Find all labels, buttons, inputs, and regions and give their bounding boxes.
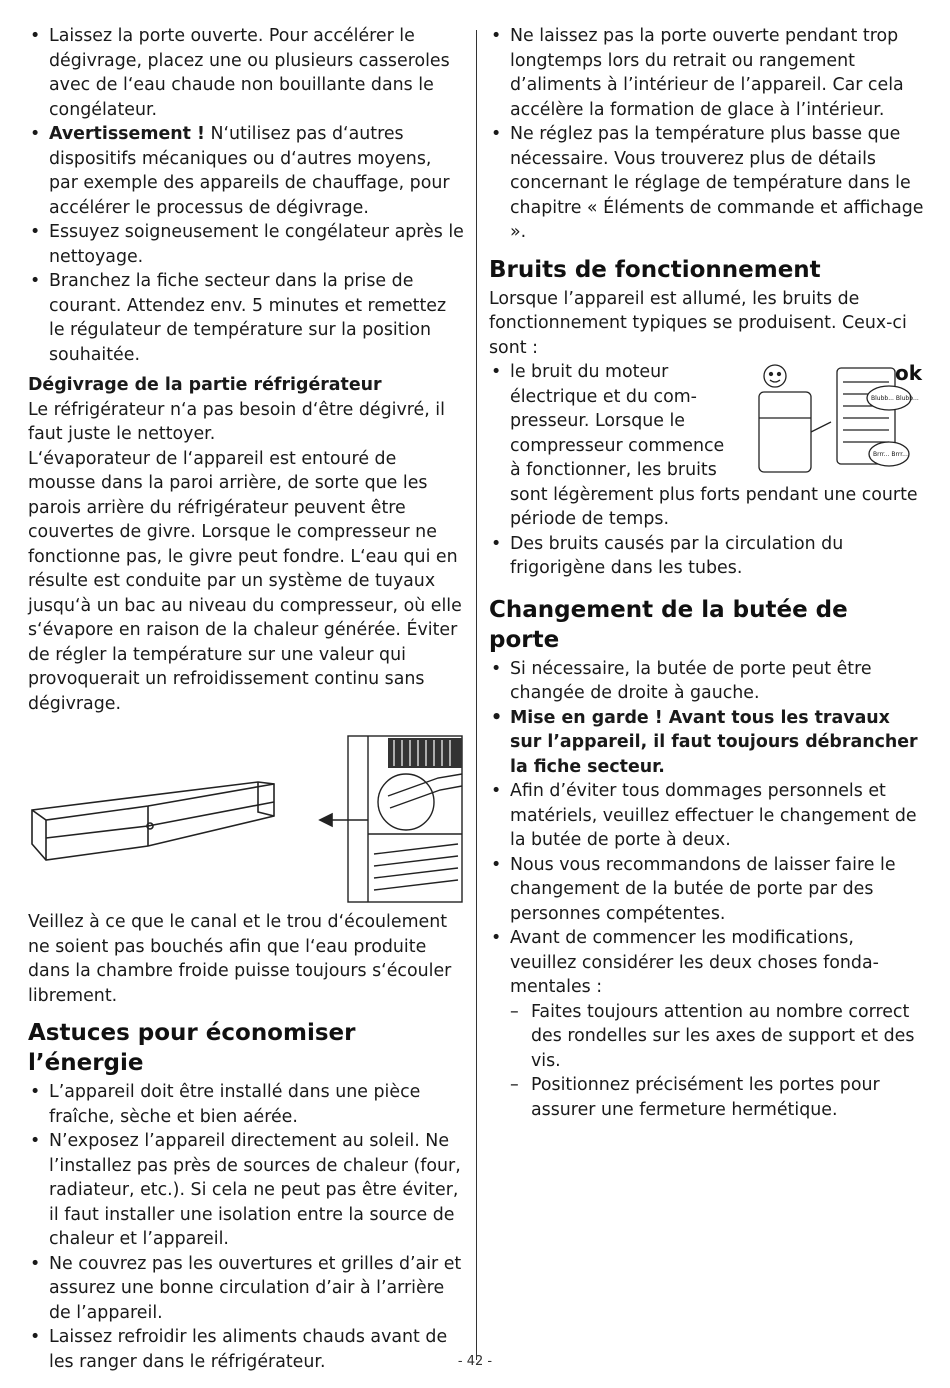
column-divider [476,30,477,1360]
list-item: • Essuyez soigneusement le congélateur après le nettoyage. [28,220,464,269]
list-item: • Laissez refroidir les aliments chauds avant de les ranger dans le réfrigérateur. [28,1325,464,1374]
defrost-heading: Dégivrage de la partie réfrigérateur [28,375,382,395]
warning-item [28,122,464,220]
list-item: • N’exposez l’appareil directement au soleil. Ne l’installez pas près de sources de chaleur (four, radiateur, etc.). Si cela ne peut pas être éviter, il faut installer une isolation entre la source de chaleur et l’appareil. [28,1129,464,1252]
ok-label: ok [895,362,923,385]
caution-item: • Mise en garde ! Avant tous les travaux sur l’appareil, il faut toujours débrancher la fiche secteur. [489,706,925,780]
noise-item-1-text: • le bruit du moteur électrique et du compresseur. Lorsque le compresseur commence à fonctionner, les bruits sont légèrement plus forts pendant une courte période de temps. [510,362,918,529]
drain-channel-illustration [28,734,464,904]
blubb-label: Blubb... Blubb... [871,395,919,402]
list-item: • Laissez la porte ouverte. Pour accélérer le dégivrage, placez une ou plusieurs casseroles avec de l‘eau chaude non bouillante dans le congélateur. [28,24,464,122]
defrost-text-2: L‘évaporateur de l‘appareil est entouré de mousse dans la paroi arrière, de sorte que les parois arrière du réfrigérateur peuvent être couvertes de givre. Lorsque le compresseur ne fonctionne pas, le givre peut fondre. L‘eau qui en résulte est conduite par un système de tuyaux jusqu‘à un bac au niveau du compresseur, où elle s‘évapore en raison de la chaleur générée. Éviter de régler la température sur une valeur qui provoquerait un refroidissement continu sans dégivrage. [28,448,462,714]
page-number: - 42 - [457,1354,493,1369]
list-item: • Avant de commencer les modifications, veuillez considérer les deux choses fondamentales : [489,926,925,1000]
noise-intro: Lorsque l’appareil est allumé, les bruits de fonctionnement typiques se produisent. Ceux-ci sont : [489,288,907,358]
right-column [489,24,925,1122]
door-heading: Changement de la butée de porte [489,596,848,653]
noise-heading: Bruits de fonctionnement [489,256,821,283]
sub-list-item: – Faites toujours attention au nombre correct des rondelles sur les axes de support et des vis. [489,1000,925,1074]
list-item: • Afin d’éviter tous dommages personnels et matériels, veuillez effectuer le changement de la butée de porte à deux. [489,779,925,853]
noise-section [489,360,925,532]
list-item: • L’appareil doit être installé dans une pièce fraîche, sèche et bien aérée. [28,1080,464,1129]
list-item: • Ne réglez pas la température plus basse que nécessaire. Vous trouverez plus de détails concernant le réglage de température dans le chapitre « Éléments de commande et affichage ». [489,122,925,245]
warning-label: Avertissement ! [49,124,205,144]
drain-channel-figure [28,734,464,904]
list-item: • Si nécessaire, la butée de porte peut être changée de droite à gauche. [489,657,925,706]
brrr-label: Brrr... Brrr... [873,451,908,458]
defrost-text-1: Le réfrigérateur n‘a pas besoin d‘être dégivré, il faut juste le nettoyer. [28,399,445,444]
noise-item-2: • Des bruits causés par la circulation du frigorigène dans les tubes. [489,532,925,581]
energy-heading: Astuces pour économiser l’énergie [28,1020,356,1076]
list-item: • Ne laissez pas la porte ouverte pendant trop longtemps lors du retrait ou rangement d’aliments à l’intérieur de l’appareil. Car cela accélère la formation de glace à l’intérieur. [489,24,925,122]
list-item: • Branchez la fiche secteur dans la prise de courant. Attendez env. 5 minutes et remettez le régulateur de température sur la position souhaitée. [28,269,464,367]
noise-item-1 [489,360,925,532]
list-item: • Ne couvrez pas les ouvertures et grilles d’air et assurez une bonne circulation d’air à l’arrière de l’appareil. [28,1252,464,1326]
sub-list-item: – Positionnez précisément les portes pour assurer une fermeture hermétique. [489,1073,925,1122]
drain-text: Veillez à ce que le canal et le trou d‘écoulement ne soient pas bouchés afin que l‘eau produite dans la chambre froide puisse toujours s‘écouler librement. [28,912,452,1006]
left-column [28,24,464,1374]
warning-text: N‘utilisez pas d‘autres dispositifs mécaniques ou d‘autres moyens, par exemple des appareils de chauffage, pour accélérer le processus de dégivrage. [49,124,450,218]
list-item: • Nous vous recommandons de laisser faire le changement de la butée de porte par des personnes compétentes. [489,853,925,927]
